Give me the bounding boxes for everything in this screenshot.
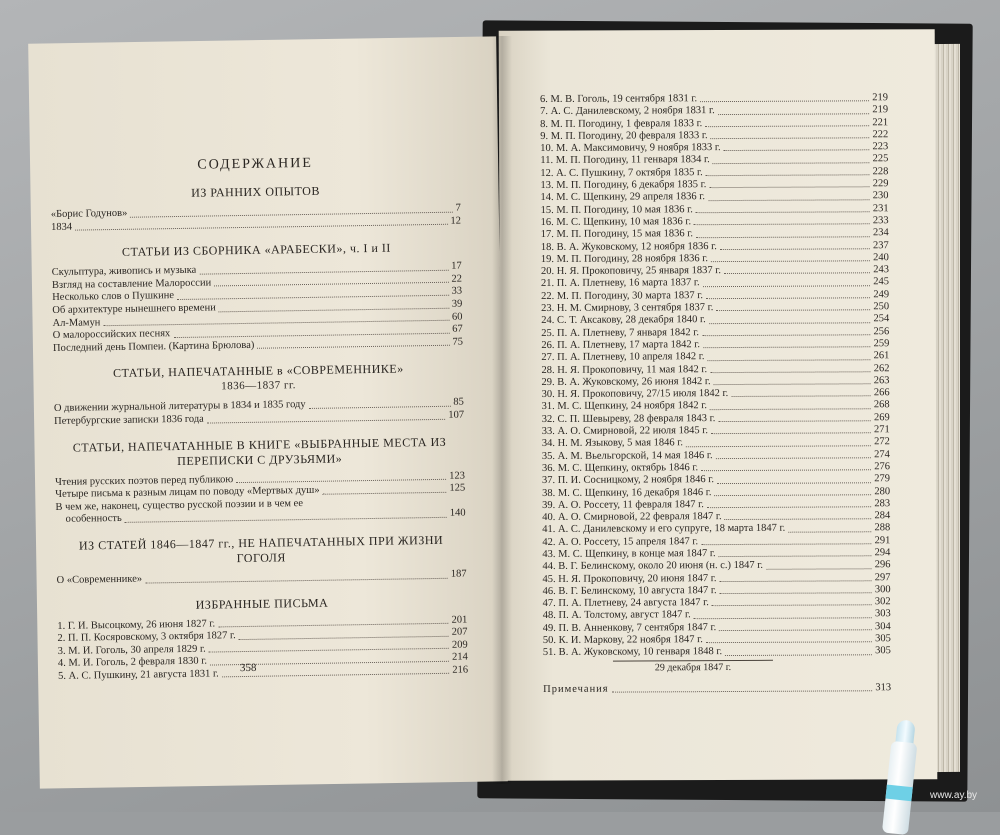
toc-entry-title: 7. А. С. Данилевскому, 2 ноября 1831 г.: [540, 105, 715, 118]
toc-entry-title: 8. М. П. Погодину, 1 февраля 1833 г.: [540, 118, 702, 131]
dot-leader: [720, 584, 872, 594]
dot-leader: [716, 449, 872, 459]
toc-entry-title: Чтения русских поэтов перед публикою: [55, 474, 233, 489]
page-number: 358: [240, 662, 257, 674]
toc-entry-title: 11. М. П. Погодину, 11 генваря 1834 г.: [540, 155, 709, 168]
toc-entry-title: 16. М. С. Щепкину, 10 мая 1836 г.: [541, 216, 691, 229]
dot-leader: [724, 264, 870, 274]
toc-entry-title: 20. Н. Я. Прокоповичу, 25 января 1837 г.: [541, 265, 721, 278]
dot-leader: [718, 412, 871, 422]
toc-entry-title: 9. М. П. Погодину, 20 февраля 1833 г.: [540, 130, 707, 143]
toc-entry-title: 24. С. Т. Аксакову, 28 декабря 1840 г.: [541, 314, 706, 327]
dot-leader: [710, 363, 871, 373]
dot-leader: [236, 470, 446, 483]
dot-leader: [694, 609, 872, 619]
dot-leader: [700, 92, 869, 102]
toc-entry-title: Четыре письма к разным лицам по поводу «Мертвых душ»: [55, 485, 320, 502]
toc-entry-title: 10. М. А. Максимовичу, 9 ноября 1833 г.: [540, 142, 720, 155]
dot-leader: [718, 105, 870, 115]
toc-entry-title: 15. М. П. Погодину, 10 мая 1836 г.: [541, 204, 693, 217]
watermark: www.ay.by: [930, 790, 977, 801]
toc-entry-title: О движении журнальной литературы в 1834 и 1835 году: [54, 399, 306, 416]
dot-leader: [323, 483, 447, 495]
section-heading: [56, 532, 466, 568]
toc-entry-page: 304: [875, 621, 891, 633]
section-heading: [54, 434, 464, 470]
dot-leader: [708, 191, 870, 201]
toc-entry-page: 39: [452, 299, 463, 312]
section-heading: [53, 361, 463, 397]
toc-entry-title: 1834: [51, 221, 72, 234]
toc-entry-page: 240: [873, 252, 889, 264]
left-page-content: [50, 154, 468, 684]
toc-entry-title: 46. В. Г. Белинскому, 10 августа 1847 г.: [543, 585, 717, 598]
toc-entry-page: 33: [452, 286, 463, 299]
dot-leader: [218, 614, 449, 627]
letter-date-line: 29 декабря 1847 г.: [613, 659, 773, 673]
dot-leader: [706, 633, 872, 643]
toc-entry-page: 313: [875, 682, 891, 694]
dot-leader: [713, 154, 870, 164]
toc-entry-page: 12: [450, 215, 461, 228]
toc-entry-title: 29. В. А. Жуковскому, 26 июня 1842 г.: [541, 376, 710, 389]
toc-entry-page: 259: [874, 338, 890, 350]
toc-entry-title: Примечания: [543, 683, 609, 696]
toc-entry-page: 288: [874, 523, 890, 535]
toc-entry-page: 268: [874, 400, 890, 412]
book-gutter: [492, 36, 512, 784]
toc-entry-title: 23. Н. М. Смирнову, 3 сентября 1837 г.: [541, 302, 713, 315]
toc-entry-page: 271: [874, 424, 890, 436]
right-page-content: [540, 92, 891, 696]
section-heading-sub: 1836—1837 гг.: [53, 376, 463, 397]
toc-title: СОДЕРЖАНИЕ: [50, 154, 460, 176]
toc-entry-page: 219: [872, 92, 888, 104]
toc-entry-page: 234: [873, 227, 889, 239]
toc-entry-title: 19. М. П. Погодину, 28 ноября 1836 г.: [541, 253, 708, 266]
dot-leader: [766, 560, 872, 570]
toc-entry-title: 47. П. А. Плетневу, 24 августа 1847 г.: [543, 597, 709, 610]
dot-leader: [306, 495, 463, 507]
toc-entry-page: 284: [874, 510, 890, 522]
dot-leader: [308, 397, 450, 409]
toc-entry-title: 6. М. В. Гоголь, 19 сентября 1831 г.: [540, 93, 697, 106]
toc-entry-title: особенность: [56, 513, 122, 527]
toc-entry-page: 140: [450, 508, 466, 521]
toc-entry-page: 294: [875, 547, 891, 559]
toc-entry-page: 302: [875, 596, 891, 608]
toc-entry-title: 43. М. С. Щепкину, в конце мая 1847 г.: [542, 548, 715, 561]
toc-entry-title: 30. Н. Я. Прокоповичу, 27/15 июля 1842 г.: [542, 388, 729, 401]
toc-entry-page: 233: [873, 215, 889, 227]
toc-entry-page: 272: [874, 436, 890, 448]
toc-entry-title: 22. М. П. Погодину, 30 марта 1837 г.: [541, 290, 703, 303]
dot-leader: [145, 569, 448, 583]
toc-entry-page: 221: [872, 117, 888, 129]
dot-leader: [725, 646, 872, 656]
toc-entry-page: 214: [452, 652, 468, 665]
dot-leader: [701, 535, 872, 545]
toc-entry-title: 34. Н. М. Языкову, 5 мая 1846 г.: [542, 438, 683, 451]
toc-entry-page: 256: [873, 326, 889, 338]
toc-entry-page: 250: [873, 301, 889, 313]
toc-entry-page: 228: [873, 166, 889, 178]
toc-entry-title: 31. М. С. Щепкину, 24 ноября 1842 г.: [542, 401, 707, 414]
dot-leader: [696, 228, 870, 238]
toc-entry-title: 2. П. П. Косяровскому, 3 октября 1827 г.: [57, 630, 235, 645]
dot-leader: [714, 486, 871, 496]
toc-entry-title: 39. А. О. Россету, 11 февраля 1847 г.: [542, 499, 704, 512]
toc-entry-title: 33. А. О. Смирновой, 22 июля 1845 г.: [542, 425, 708, 438]
toc-entry-title: 4. М. И. Гоголь, 2 февраля 1830 г.: [58, 656, 207, 671]
toc-entry-page: 274: [874, 449, 890, 461]
dot-leader: [701, 461, 871, 471]
toc-entry-page: 305: [875, 633, 891, 645]
toc-entry-page: 303: [875, 609, 891, 621]
toc-entry-page: 7: [455, 203, 460, 216]
toc-entry-title: 45. Н. Я. Прокоповичу, 20 июня 1847 г.: [543, 573, 717, 586]
dot-leader: [686, 437, 871, 447]
toc-entry-page: 243: [873, 264, 889, 276]
toc-entry-title: Петербургские записки 1836 года: [54, 414, 204, 429]
toc-entry-title: 38. М. С. Щепкину, 16 декабря 1846 г.: [542, 487, 711, 500]
toc-entry-title: Последний день Помпеи. (Картина Брюлова): [53, 340, 255, 356]
toc-entry-page: 216: [452, 664, 468, 677]
toc-entry-title: 35. А. М. Вьельгорской, 14 мая 1846 г.: [542, 450, 713, 463]
toc-entry-title: Взгляд на составление Малороссии: [52, 277, 211, 292]
dot-leader: [710, 400, 871, 410]
toc-entry-title: 13. М. П. Погодину, 6 декабря 1835 г.: [540, 179, 706, 192]
section-heading-text: СТАТЬИ, НАПЕЧАТАННЫЕ в «СОВРЕМЕННИКЕ»: [53, 361, 463, 382]
toc-entry-page: 276: [874, 461, 890, 473]
toc-entry-title: 12. А. С. Пушкину, 7 октября 1835 г.: [540, 167, 702, 180]
toc-entry-page: 296: [875, 559, 891, 571]
dot-leader: [696, 203, 870, 213]
dot-leader: [711, 424, 871, 434]
toc-entry-page: 231: [873, 203, 889, 215]
dot-leader: [709, 178, 869, 188]
dot-leader: [719, 572, 871, 582]
toc-entry-title: 28. Н. Я. Прокоповичу, 11 мая 1842 г.: [541, 364, 707, 377]
toc-entry-page: 75: [452, 336, 463, 349]
dot-leader: [706, 289, 870, 299]
toc-entry-title: 49. П. В. Анненкову, 7 сентября 1847 г.: [543, 622, 717, 635]
toc-entry-page: 305: [875, 646, 891, 658]
toc-entry-title: В чем же, наконец, существо русской поэзии и в чем ее: [55, 498, 303, 514]
dot-leader: [716, 301, 870, 311]
toc-entry-page: 263: [874, 375, 890, 387]
dot-leader: [712, 596, 872, 606]
toc-entry-page: 261: [874, 350, 890, 362]
dot-leader: [705, 117, 869, 127]
dot-leader: [725, 510, 872, 520]
pen-band: [885, 785, 912, 802]
toc-entry-page: 187: [451, 568, 467, 581]
dot-leader: [694, 215, 870, 225]
section-heading: [57, 593, 467, 614]
toc-entry-title: 51. В. А. Жуковскому, 10 генваря 1848 г.: [543, 646, 722, 659]
toc-entry-title: «Борис Годунов»: [51, 208, 128, 222]
dot-leader: [717, 473, 871, 483]
toc-entry-page: 229: [873, 178, 889, 190]
toc-entry-page: 254: [873, 314, 889, 326]
dot-leader: [724, 141, 870, 151]
toc-entry-page: 266: [874, 387, 890, 399]
toc-entry-title: 48. П. А. Толстому, август 1847 г.: [543, 610, 691, 623]
toc-entry-page: 291: [875, 535, 891, 547]
toc-entry-title: 42. А. О. Россету, 15 апреля 1847 г.: [542, 536, 698, 549]
dot-leader: [709, 314, 871, 324]
dot-leader: [703, 338, 871, 348]
toc-entry-page: 207: [452, 627, 468, 640]
toc-entry-title: Несколько слов о Пушкине: [52, 290, 174, 305]
toc-entry-title: Скульптура, живопись и музыка: [52, 265, 197, 280]
toc-entry-page: 249: [873, 289, 889, 301]
toc-entry-title: 3. М. И. Гоголь, 30 апреля 1829 г.: [58, 643, 206, 658]
dot-leader: [720, 240, 870, 250]
dot-leader: [707, 351, 870, 361]
toc-entry-page: 300: [875, 584, 891, 596]
toc-entry-page: 17: [451, 261, 462, 274]
toc-entry-page: 262: [874, 363, 890, 375]
dot-leader: [719, 547, 872, 557]
toc-entry-page: 269: [874, 412, 890, 424]
toc-entry-page: 123: [449, 470, 465, 483]
toc-entry-title: 27. П. А. Плетневу, 10 апреля 1842 г.: [541, 351, 704, 364]
dot-leader: [714, 375, 871, 385]
toc-entry-title: О «Современнике»: [57, 574, 143, 588]
dot-leader: [702, 326, 871, 336]
toc-entry-title: 14. М. С. Щепкину, 29 апреля 1836 г.: [541, 192, 706, 205]
toc-entry-title: 32. С. П. Шевыреву, 28 февраля 1843 г.: [542, 413, 716, 426]
toc-entry-title: 18. В. А. Жуковскому, 12 ноября 1836 г.: [541, 241, 717, 254]
toc-entry-title: 37. П. И. Сосницкому, 2 ноября 1846 г.: [542, 474, 714, 487]
toc-entry-page: 222: [872, 129, 888, 141]
dot-leader: [711, 129, 870, 139]
dot-leader: [703, 277, 871, 287]
toc-entry-title: 36. М. С. Щепкину, октябрь 1846 г.: [542, 462, 698, 475]
section-heading-text: СТАТЬИ ИЗ СБОРНИКА «АРАБЕСКИ», ч. I и II: [51, 240, 461, 261]
dot-leader: [731, 387, 871, 397]
toc-entry-page: 201: [451, 614, 467, 627]
toc-entry-title: Об архитектуре нынешнего времени: [52, 302, 216, 317]
toc-entry-title: 25. П. А. Плетневу, 7 января 1842 г.: [541, 327, 699, 340]
toc-entry-page: 237: [873, 240, 889, 252]
toc-entry-page: 85: [453, 397, 464, 410]
toc-entry-title: 26. П. А. Плетневу, 17 марта 1842 г.: [541, 339, 700, 352]
toc-entry-title: 5. А. С. Пушкину, 21 августа 1831 г.: [58, 668, 219, 683]
dot-leader: [239, 627, 449, 640]
dot-leader: [711, 252, 870, 262]
toc-entry-title: 21. П. А. Плетневу, 16 марта 1837 г.: [541, 278, 700, 291]
toc-entry-page: 67: [452, 324, 463, 337]
notes-entry: [543, 682, 891, 696]
section-heading-text: ИЗБРАННЫЕ ПИСЬМА: [57, 593, 467, 614]
toc-entry-page: 60: [452, 311, 463, 324]
toc-entry-title: 17. М. П. Погодину, 15 мая 1836 г.: [541, 228, 693, 241]
toc-entry-title: 50. К. И. Маркову, 22 ноября 1847 г.: [543, 634, 703, 647]
dot-leader: [707, 498, 872, 508]
toc-entry-page: 230: [873, 191, 889, 203]
toc-entry-page: 225: [873, 154, 889, 166]
toc-entry-title: 44. В. Г. Белинскому, около 20 июня (н. с.) 1847 г.: [542, 560, 763, 573]
dot-leader: [719, 621, 872, 631]
toc-entry-page: 245: [873, 277, 889, 289]
dot-leader: [788, 523, 871, 533]
toc-entry-title: 1. Г. И. Высоцкому, 26 июня 1827 г.: [57, 618, 215, 633]
section-heading: [51, 240, 461, 261]
section-heading-text: ИЗ СТАТЕЙ 1846—1847 гг., НЕ НАПЕЧАТАННЫХ ПРИ ЖИЗНИ ГОГОЛЯ: [56, 532, 466, 568]
toc-entry-title: Ал-Мамун: [52, 317, 100, 330]
section-heading-text: СТАТЬИ, НАПЕЧАТАННЫЕ В КНИГЕ «ВЫБРАННЫЕ МЕСТА ИЗ ПЕРЕПИСКИ С ДРУЗЬЯМИ»: [54, 434, 464, 470]
toc-entry-page: 223: [873, 141, 889, 153]
toc-entry-page: 107: [448, 409, 464, 422]
toc-entry-page: 125: [449, 483, 465, 496]
toc-entry-page: 297: [875, 572, 891, 584]
section-heading-text: ИЗ РАННИХ ОПЫТОВ: [50, 182, 460, 203]
toc-entry-page: 279: [874, 473, 890, 485]
toc-entry-title: 40. А. О. Смирновой, 22 февраля 1847 г.: [542, 511, 721, 524]
toc-entry-page: 219: [872, 104, 888, 116]
toc-entry-title: О малороссийских песнях: [53, 328, 171, 342]
toc-entry-page: 280: [874, 486, 890, 498]
toc-entry: [57, 568, 467, 587]
dot-leader: [257, 336, 449, 349]
dot-leader: [612, 682, 873, 693]
toc-entry-title: 41. А. С. Данилевскому и его супруге, 18 марта 1847 г.: [542, 523, 785, 537]
toc-entry-page: 209: [452, 639, 468, 652]
toc-entry-page: 283: [874, 498, 890, 510]
toc-entry-page: 22: [451, 273, 462, 286]
dot-leader: [199, 261, 448, 275]
toc-entry: [543, 646, 891, 660]
section-heading: [50, 182, 460, 203]
dot-leader: [706, 166, 870, 176]
